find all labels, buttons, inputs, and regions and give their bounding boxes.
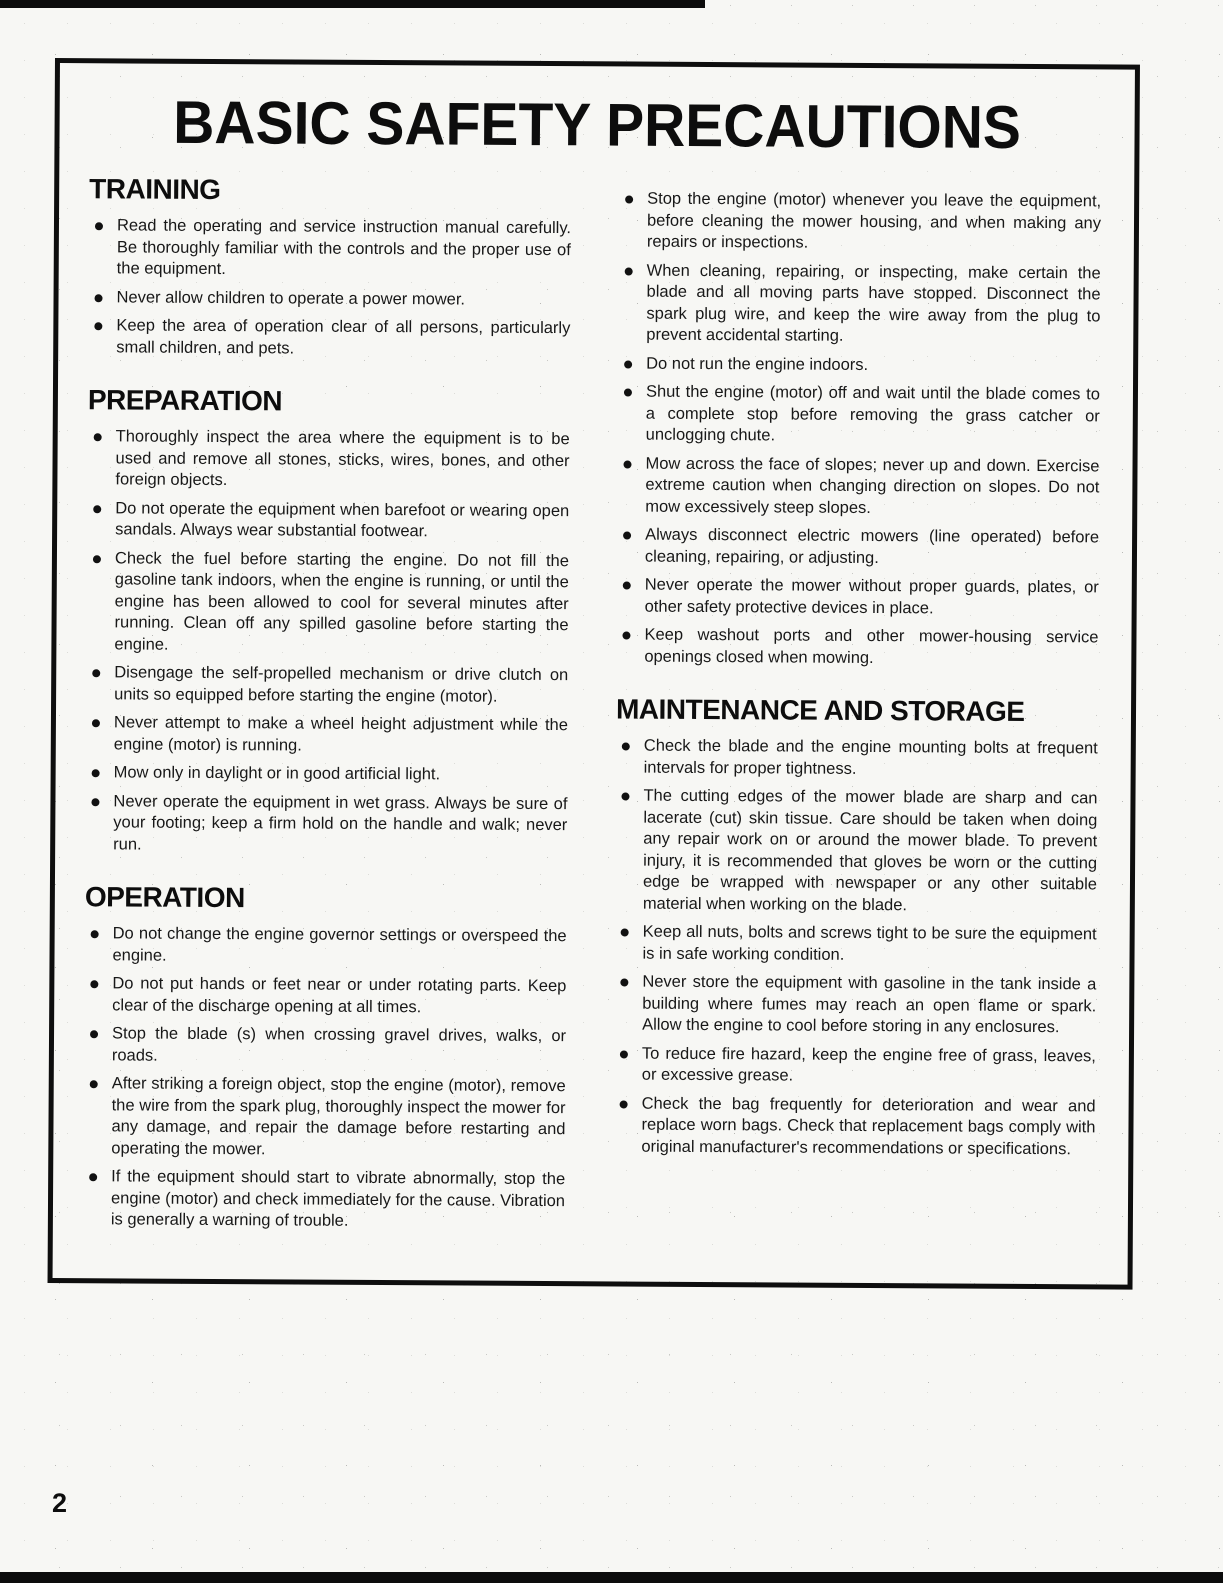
bullet-item: Keep washout ports and other mower-housing service openings closed when mowing.	[616, 624, 1098, 670]
bullet-item: Never operate the mower without proper guards, plates, or other safety protective devices in place.	[617, 574, 1099, 620]
section-heading: MAINTENANCE AND STORAGE	[615, 693, 1025, 727]
bullet-item: Keep the area of operation clear of all persons, particularly small children, and pets.	[88, 315, 570, 361]
two-column-content	[53, 173, 1134, 1244]
section-heading: PREPARATION	[87, 384, 283, 417]
bullet-list	[85, 426, 570, 858]
bullet-item: Do not put hands or feet near or under rotating parts. Keep clear of the discharge opening at all times.	[84, 973, 566, 1019]
left-column	[83, 173, 571, 1240]
section-heading: OPERATION	[84, 881, 245, 914]
bullet-list	[613, 735, 1098, 1160]
section-heading: TRAINING	[89, 173, 221, 206]
bullet-item: Never attempt to make a wheel height adjustment while the engine (motor) is running.	[86, 712, 568, 758]
content-border-box	[48, 58, 1140, 1290]
right-column	[613, 176, 1101, 1243]
bullet-item: Check the blade and the engine mounting bolts at frequent intervals for proper tightness.	[616, 735, 1098, 781]
bullet-item: Never allow children to operate a power mower.	[88, 287, 570, 311]
bullet-item: Thoroughly inspect the area where the equipment is to be used and remove all stones, sticks, wires, bones, and other foreign objects.	[87, 426, 569, 493]
bullet-item: Check the fuel before starting the engine. Do not fill the gasoline tank indoors, when the engine is running, or until the engine has been allowed to cool for several minutes after running. Clean off any spilled gasoline before starting the engine.	[86, 548, 569, 658]
bullet-item: Keep all nuts, bolts and screws tight to be sure the equipment is in safe working condition.	[614, 921, 1096, 967]
bullet-item: Do not operate the equipment when barefoot or wearing open sandals. Always wear substantial footwear.	[87, 498, 569, 544]
bullet-item: Shut the engine (motor) off and wait until the blade comes to a complete stop before removing the grass catcher or unclogging chute.	[618, 381, 1100, 448]
bullet-item: Stop the engine (motor) whenever you leave the equipment, before cleaning the mower housing, and when making any repairs or inspections.	[619, 188, 1101, 255]
bullet-item: Do not run the engine indoors.	[618, 353, 1100, 377]
bullet-item: If the equipment should start to vibrate abnormally, stop the engine (motor) and check immediately for the cause. Vibration is generally a warning of trouble.	[83, 1166, 565, 1233]
bullet-item: Mow across the face of slopes; never up and down. Exercise extreme caution when changing direction on slopes. Do not mow excessively steep slopes.	[617, 453, 1099, 520]
bullet-item: Mow only in daylight or in good artificial light.	[86, 762, 568, 786]
bottom-scan-rule	[0, 1572, 1223, 1583]
bullet-list	[616, 188, 1101, 670]
bullet-item: Never operate the equipment in wet grass. Always be sure of your footing; keep a firm hold on the handle and walk; never run.	[85, 791, 567, 858]
page-title: BASIC SAFETY PRECAUTIONS	[173, 88, 1022, 162]
top-scan-rule	[0, 0, 705, 8]
bullet-item: When cleaning, repairing, or inspecting, make certain the blade and all moving parts have stopped. Disconnect the spark plug wire, and keep the wire away from the plug to prevent accidental starting.	[618, 260, 1101, 349]
bullet-list	[83, 923, 567, 1233]
page-number: 2	[52, 1488, 68, 1518]
bullet-list	[88, 215, 571, 361]
bullet-item: Always disconnect electric mowers (line operated) before cleaning, repairing, or adjusting.	[617, 524, 1099, 570]
bullet-item: To reduce fire hazard, keep the engine free of grass, leaves, or excessive grease.	[614, 1043, 1096, 1089]
bullet-item: After striking a foreign object, stop the engine (motor), remove the wire from the spark plug, thoroughly inspect the mower for any damage, and repair the damage before restarting and operating the mower.	[83, 1073, 566, 1162]
bullet-item: Disengage the self-propelled mechanism or drive clutch on units so equipped before starting the engine (motor).	[86, 662, 568, 708]
bullet-item: The cutting edges of the mower blade are sharp and can lacerate (cut) skin tissue. Care should be taken when doing any repair work on or around the mower blade. To prevent injury, it is recommended that gloves be worn or the cutting edge be wrapped with newspaper or any other suitable material when working on the blade.	[615, 785, 1098, 917]
bullet-item: Check the bag frequently for deterioration and wear and replace worn bags. Check that replacement bags comply with original manufacturer's recommendations or specifications.	[613, 1093, 1095, 1160]
bullet-item: Never store the equipment with gasoline in the tank inside a building where fumes may reach an open flame or spark. Allow the engine to cool before storing in any enclosures.	[614, 971, 1096, 1038]
bullet-item: Read the operating and service instruction manual carefully. Be thoroughly familiar with the controls and the proper use of the equipment.	[89, 215, 571, 282]
bullet-item: Stop the blade (s) when crossing gravel drives, walks, or roads.	[84, 1023, 566, 1069]
bullet-item: Do not change the engine governor settings or overspeed the engine.	[84, 923, 566, 969]
